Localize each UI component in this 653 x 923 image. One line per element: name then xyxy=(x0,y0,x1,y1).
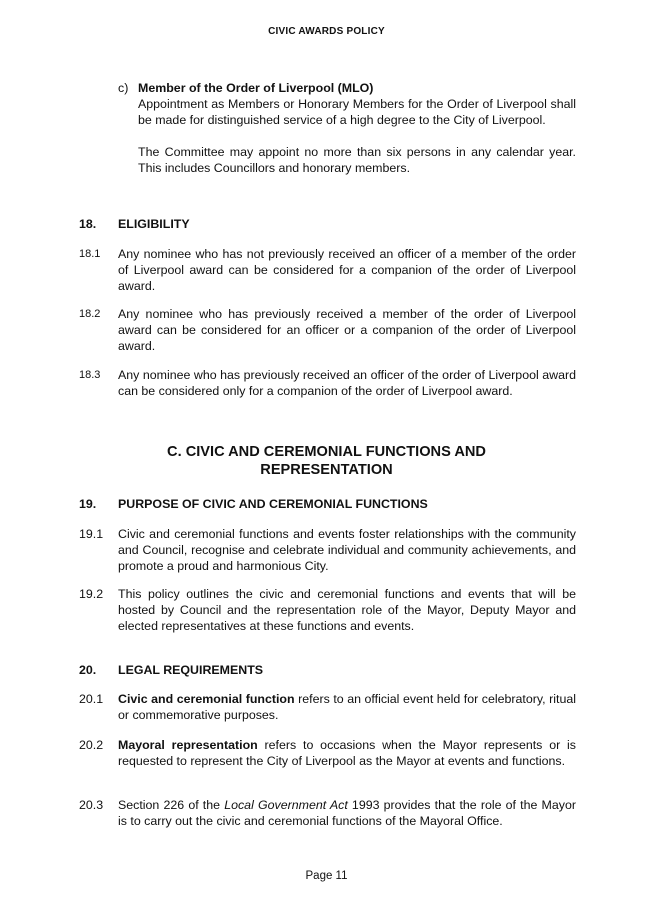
clause-text: Any nominee who has not previously received an officer of a member of the order of Liverpool award can be considered for a companion of the order of Liverpool award. xyxy=(118,247,576,293)
mlo-paragraph-2: The Committee may appoint no more than six persons in any calendar year. This includes Councillors and honorary members. xyxy=(138,145,576,175)
part-c-heading-line-2: REPRESENTATION xyxy=(260,462,393,478)
definition-text: refers to occasions when the Mayor represents or is requested to represent the City of Liverpool as the Mayor at events and functions. xyxy=(118,738,576,768)
clause-number: 20.3 xyxy=(79,798,104,812)
mlo-label: c) xyxy=(118,81,129,95)
mlo-paragraph-1: Appointment as Members or Honorary Members for the Order of Liverpool shall be made for distinguished service of a high degree to the City of Liverpool. xyxy=(138,97,576,127)
clause-number: 20.2 xyxy=(79,738,104,752)
mlo-title: Member of the Order of Liverpool (MLO) xyxy=(138,81,374,95)
clause-text xyxy=(118,691,576,723)
section-20-number: 20. xyxy=(79,663,97,677)
section-18-number: 18. xyxy=(79,217,97,231)
part-c-heading-line-1: C. CIVIC AND CEREMONIAL FUNCTIONS AND xyxy=(167,444,486,460)
page-number: Page 11 xyxy=(305,870,348,882)
act-title: Local Government Act xyxy=(224,798,348,812)
clause-number: 19.2 xyxy=(79,587,104,601)
clause-number: 18.3 xyxy=(79,369,101,381)
clause-text xyxy=(118,797,576,829)
part-c-heading xyxy=(0,443,653,479)
clause-number: 20.1 xyxy=(79,692,104,706)
clause-text: Civic and ceremonial functions and events foster relationships with the community and Council, recognise and celebrate individual and community achievements, and promote a proud and harmonious City. xyxy=(118,527,576,573)
clause-text xyxy=(118,737,576,769)
clause-number: 18.1 xyxy=(79,248,101,260)
definition-text: refers to an official event held for celebratory, ritual or commemorative purposes. xyxy=(118,692,576,722)
clause-text: Any nominee who has previously received an officer of the order of Liverpool award can be considered only for a companion of the order of Liverpool award. xyxy=(118,368,576,398)
defined-term: Mayoral representation xyxy=(118,738,258,752)
section-19-title: PURPOSE OF CIVIC AND CEREMONIAL FUNCTIONS xyxy=(118,497,428,511)
clause-text: Any nominee who has previously received a member of the order of Liverpool award can be considered for an officer or a companion of the order of Liverpool award. xyxy=(118,307,576,353)
section-19-number: 19. xyxy=(79,497,97,511)
clause-text: This policy outlines the civic and ceremonial functions and events that will be hosted by Council and the representation role of the Mayor, Deputy Mayor and elected representatives at these functions and events. xyxy=(118,587,576,633)
clause-text-pre: Section 226 of the xyxy=(118,798,225,812)
section-18-title: ELIGIBILITY xyxy=(118,217,190,231)
section-20-title: LEGAL REQUIREMENTS xyxy=(118,663,264,677)
clause-text-post: 1993 provides that the role of the Mayor is to carry out the civic and ceremonial functions of the Mayoral Office. xyxy=(118,798,576,828)
defined-term: Civic and ceremonial function xyxy=(118,692,295,706)
page-header: CIVIC AWARDS POLICY xyxy=(268,26,385,37)
clause-number: 18.2 xyxy=(79,308,101,320)
clause-number: 19.1 xyxy=(79,527,104,541)
